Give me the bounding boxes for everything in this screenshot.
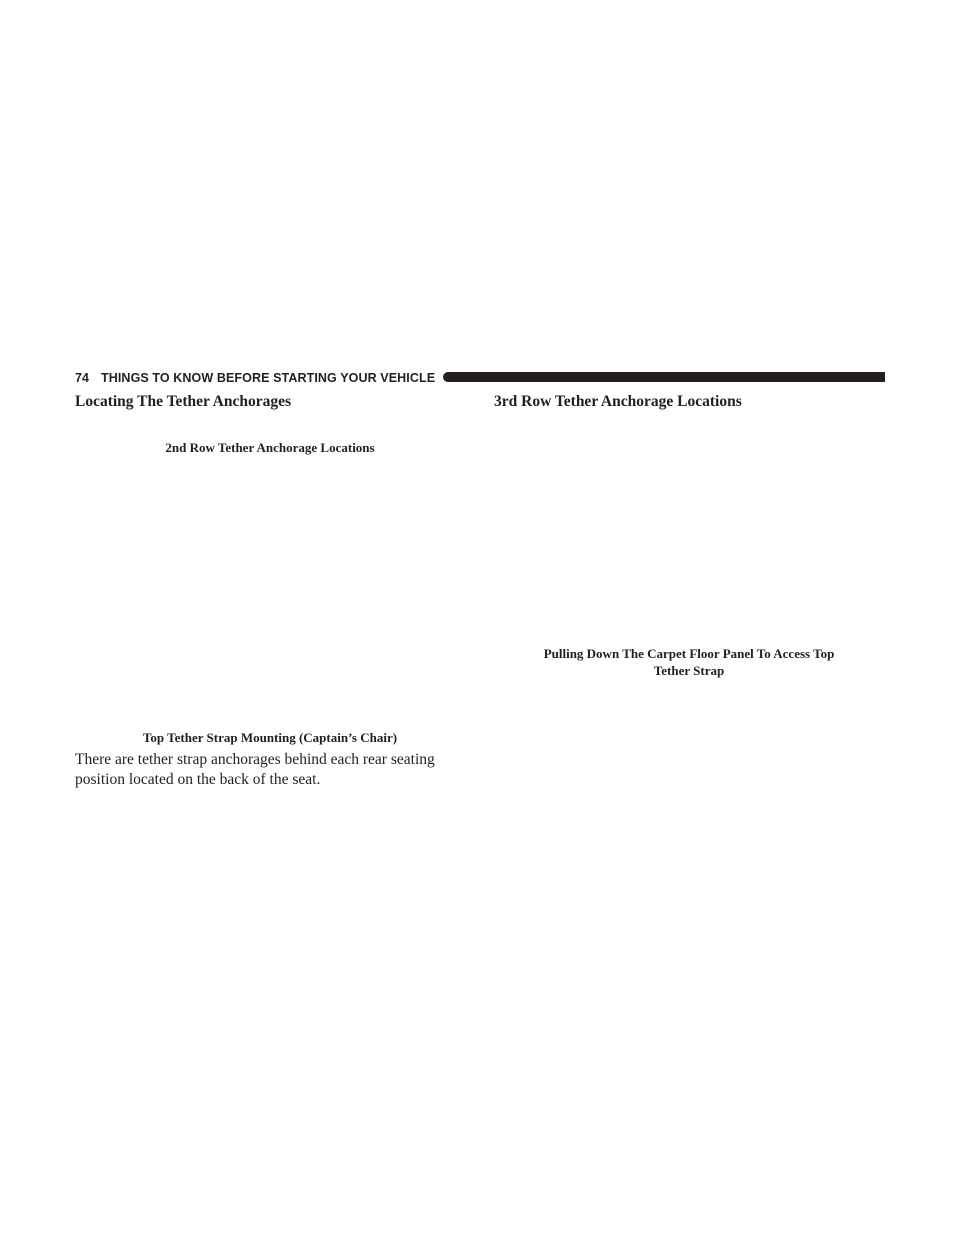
chapter-title: THINGS TO KNOW BEFORE STARTING YOUR VEHICLE [101,371,436,385]
page-number: 74 [75,371,90,385]
figure-3-caption-line-2: Tether Strap [653,663,725,678]
page-header [75,370,885,388]
figure-3-caption-line-1: Pulling Down The Carpet Floor Panel To Access Top [543,646,835,661]
header-rule [443,372,885,382]
body-paragraph: There are tether strap anchorages behind each rear seating position located on the back of the seat. [75,751,435,788]
right-section-heading: 3rd Row Tether Anchorage Locations [494,393,742,410]
figure-2-caption: Top Tether Strap Mounting (Captain’s Chair) [142,730,398,745]
figure-3-caption [494,645,884,679]
figure-1-caption: 2nd Row Tether Anchorage Locations [165,440,375,455]
figure-1-area [75,418,470,440]
figure-2-area [75,462,470,727]
figure-3-area [494,418,884,640]
left-section-heading: Locating The Tether Anchorages [75,393,292,410]
